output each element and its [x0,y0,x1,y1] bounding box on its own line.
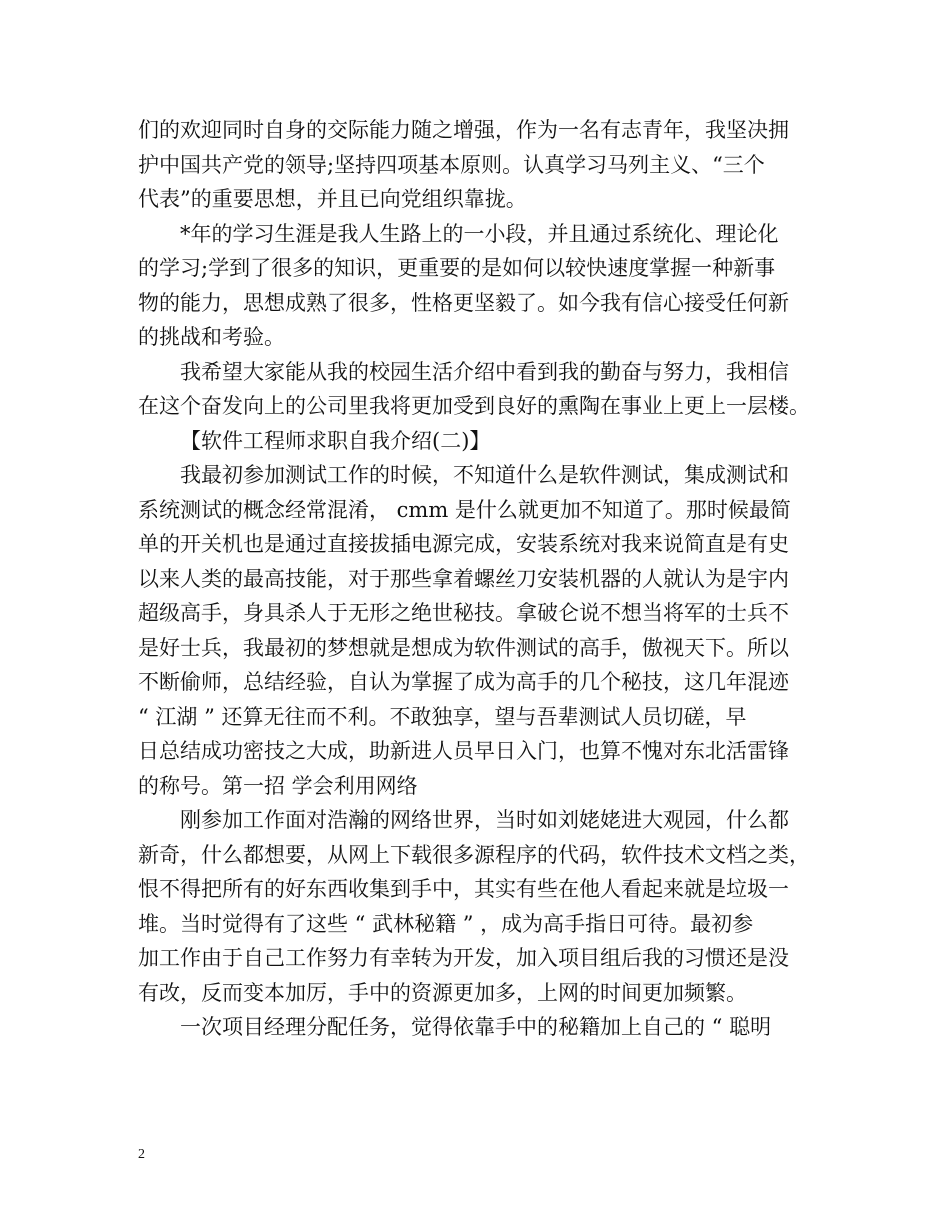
text-line: 堆。当时觉得有了这些 “ 武林秘籍 ” ，成为高手指日可待。最初参 [138,911,754,936]
text-line: 护中国共产党的领导;坚持四项基本原则。认真学习马列主义、“三个 [138,152,765,177]
text-line: 我最初参加测试工作的时候，不知道什么是软件测试，集成测试和 [180,463,789,487]
text-line: 超级高手，身具杀人于无形之绝世秘技。拿破仑说不想当将军的士兵不 [138,601,789,625]
text-line: 我希望大家能从我的校园生活介绍中看到我的勤奋与努力，我相信 [180,359,789,384]
text-line: 是好士兵，我最初的梦想就是想成为软件测试的高手，傲视天下。所以 [138,635,789,660]
text-line: 新奇，什么都想要，从网上下载很多源程序的代码，软件技术文档之类， [138,842,810,867]
text-line: *年的学习生涯是我人生路上的一小段，并且通过系统化、理论化 [180,221,779,246]
text-line: 系统测试的概念经常混淆， cmm 是什么就更加不知道了。那时候最简 [138,497,791,522]
text-line: 单的开关机也是通过直接拔插电源完成，安装系统对我来说简直是有史 [138,532,789,556]
text-line: 以来人类的最高技能，对于那些拿着螺丝刀安装机器的人就认为是宇内 [138,566,789,591]
text-line: 一次项目经理分配任务，觉得依靠手中的秘籍加上自己的 “ 聪明 [180,1015,772,1039]
page-number: 2 [138,1147,145,1162]
text-line: 日总结成功密技之大成，助新进人员早日入门，也算不愧对东北活雷锋 [138,739,789,763]
text-line: 的称号。第一招 学会利用网络 [138,773,418,798]
text-line: 不断偷师，总结经验，自认为掌握了成为高手的几个秘技，这几年混迹 [138,670,789,694]
text-line: 们的欢迎同时自身的交际能力随之增强，作为一名有志青年，我坚决拥 [138,118,789,142]
text-line: 代表”的重要思想，并且已向党组织靠拢。 [138,187,527,211]
text-line: 【软件工程师求职自我介绍(二)】 [180,428,491,453]
text-line: 有改，反而变本加厉，手中的资源更加多，上网的时间更加频繁。 [138,980,747,1005]
text-line: 刚参加工作面对浩瀚的网络世界，当时如刘姥姥进大观园，什么都 [180,808,789,832]
text-line: 恨不得把所有的好东西收集到手中，其实有些在他人看起来就是垃圾一 [138,877,789,901]
text-line: 的挑战和考验。 [138,325,285,349]
text-line: 物的能力，思想成熟了很多，性格更坚毅了。如今我有信心接受任何新 [138,290,789,315]
text-line: 在这个奋发向上的公司里我将更加受到良好的熏陶在事业上更上一层楼。 [138,394,810,418]
document-body [138,113,828,1045]
text-line: 的学习;学到了很多的知识，更重要的是如何以较快速度掌握一种新事 [138,256,776,280]
text-line: “ 江湖 ” 还算无往而不利。不敢独享，望与吾辈测试人员切磋，早 [138,704,747,729]
text-line: 加工作由于自己工作努力有幸转为开发，加入项目组后我的习惯还是没 [138,946,789,970]
